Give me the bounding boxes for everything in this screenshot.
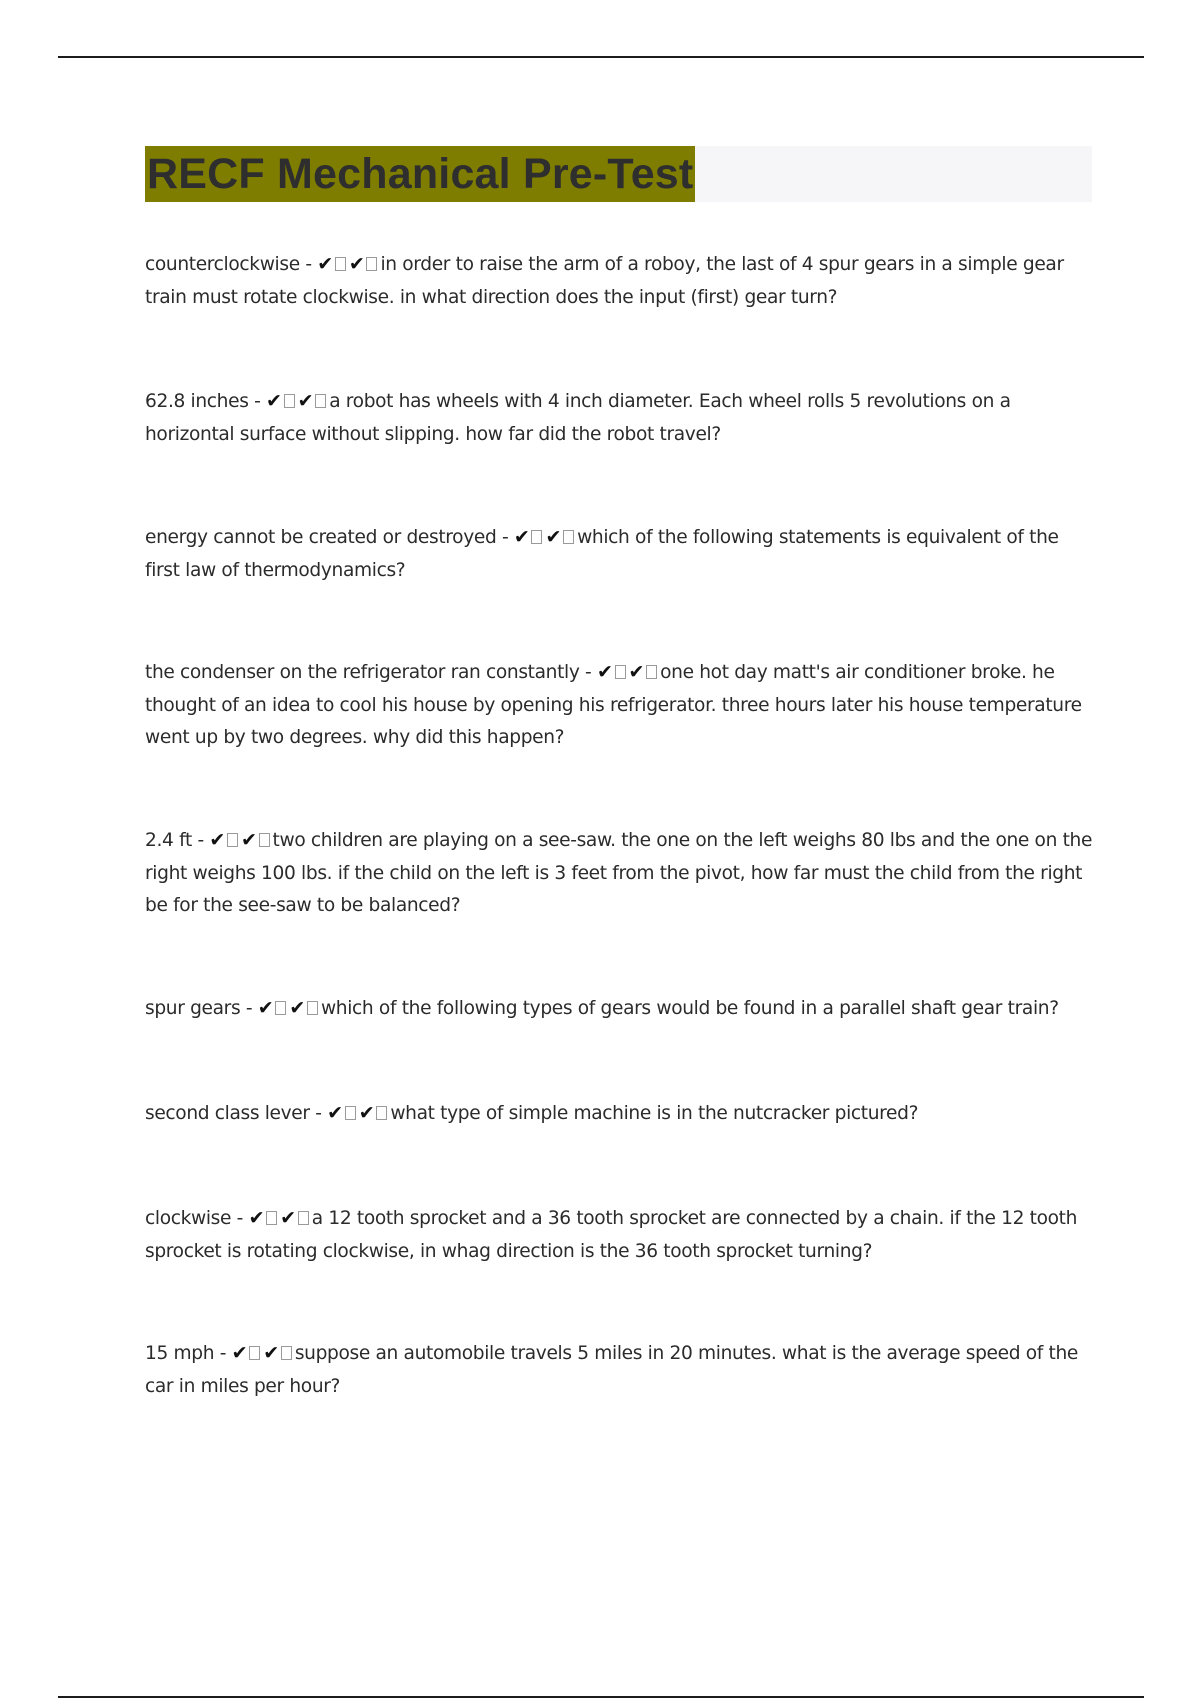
check-icon: ✔: [289, 997, 305, 1019]
question-text: one hot day matt's air conditioner broke. he thought of an idea to cool his house by opening his refrigerator. three hours later his house temperature went up by two degrees. why did this happen?: [145, 662, 1082, 748]
check-icon: ✔: [297, 390, 314, 412]
separator: -: [299, 254, 318, 275]
check-icon: ✔: [248, 1207, 265, 1229]
separator: -: [248, 391, 267, 412]
answer-text: clockwise: [145, 1208, 232, 1229]
separator: -: [579, 662, 597, 683]
check-icon: ✔: [209, 829, 225, 851]
box-icon: [275, 1001, 286, 1015]
answer-text: 2.4 ft: [145, 830, 192, 851]
question-text: which of the following types of gears would be found in a parallel shaft gear train?: [320, 998, 1059, 1019]
box-icon: [531, 530, 542, 544]
answer-text: 62.8 inches: [145, 391, 249, 412]
answer-text: 15 mph: [145, 1343, 215, 1364]
separator: -: [496, 527, 514, 548]
question-text: in order to raise the arm of a roboy, the last of 4 spur gears in a simple gear train must rotate clockwise. in what direction does the input (first) gear turn?: [145, 254, 1064, 308]
qa-item: [145, 385, 1095, 451]
check-icon: ✔: [596, 661, 613, 683]
check-icon: ✔: [513, 526, 530, 548]
box-icon: [227, 833, 238, 847]
answer-text: counterclockwise: [145, 254, 300, 275]
question-text: what type of simple machine is in the nutcracker pictured?: [390, 1103, 919, 1124]
answer-text: the condenser on the refrigerator ran constantly: [145, 662, 580, 683]
box-icon: [615, 665, 626, 679]
qa-item: [145, 656, 1095, 755]
qa-item: [145, 1097, 1095, 1131]
separator: -: [214, 1343, 232, 1364]
qa-item: [145, 521, 1095, 587]
question-text: two children are playing on a see-saw. the one on the left weighs 80 lbs and the one on the right weighs 100 lbs. if the child on the left is 3 feet from the pivot, how far must the child from the right be for the see-saw to be balanced?: [145, 830, 1093, 916]
check-icon: ✔: [266, 390, 282, 412]
check-icon: ✔: [257, 997, 274, 1019]
box-icon: [315, 394, 326, 408]
question-text: a robot has wheels with 4 inch diameter. Each wheel rolls 5 revolutions on a horizontal surface without slipping. how far did the robot travel?: [145, 391, 1011, 445]
qa-item: [145, 824, 1095, 923]
box-icon: [249, 1346, 260, 1360]
check-icon: ✔: [358, 1102, 375, 1124]
box-icon: [284, 394, 295, 408]
separator: -: [309, 1103, 328, 1124]
check-icon: ✔: [317, 253, 333, 275]
answer-text: spur gears: [145, 998, 241, 1019]
qa-item: [145, 992, 1095, 1026]
question-text: suppose an automobile travels 5 miles in 20 minutes. what is the average speed of the car in miles per hour?: [145, 1343, 1078, 1397]
qa-item: [145, 1202, 1095, 1268]
box-icon: [335, 257, 346, 271]
question-text: a 12 tooth sprocket and a 36 tooth sprocket are connected by a chain. if the 12 tooth sprocket is rotating clockwise, in whag direction is the 36 tooth sprocket turning?: [145, 1208, 1078, 1262]
check-icon: ✔: [240, 829, 257, 851]
footer-rule: [58, 1696, 1144, 1698]
box-icon: [266, 1211, 277, 1225]
box-icon: [298, 1211, 309, 1225]
box-icon: [281, 1346, 292, 1360]
check-icon: ✔: [327, 1102, 343, 1124]
box-icon: [259, 833, 270, 847]
qa-item: [145, 1337, 1095, 1403]
separator: -: [231, 1208, 249, 1229]
check-icon: ✔: [628, 661, 645, 683]
check-icon: ✔: [545, 526, 562, 548]
check-icon: ✔: [348, 253, 365, 275]
header-rule: [58, 56, 1144, 58]
answer-text: second class lever: [145, 1103, 310, 1124]
box-icon: [376, 1106, 387, 1120]
check-icon: ✔: [231, 1342, 248, 1364]
box-icon: [345, 1106, 356, 1120]
question-text: which of the following statements is equivalent of the first law of thermodynamics?: [145, 527, 1059, 581]
box-icon: [307, 1001, 318, 1015]
separator: -: [240, 998, 258, 1019]
separator: -: [191, 830, 210, 851]
check-icon: ✔: [263, 1342, 279, 1364]
answer-text: energy cannot be created or destroyed: [145, 527, 497, 548]
check-icon: ✔: [280, 1207, 296, 1229]
box-icon: [646, 665, 657, 679]
qa-item: [145, 248, 1095, 314]
page-title: RECF Mechanical Pre-Test: [145, 146, 695, 202]
box-icon: [563, 530, 574, 544]
box-icon: [366, 257, 377, 271]
